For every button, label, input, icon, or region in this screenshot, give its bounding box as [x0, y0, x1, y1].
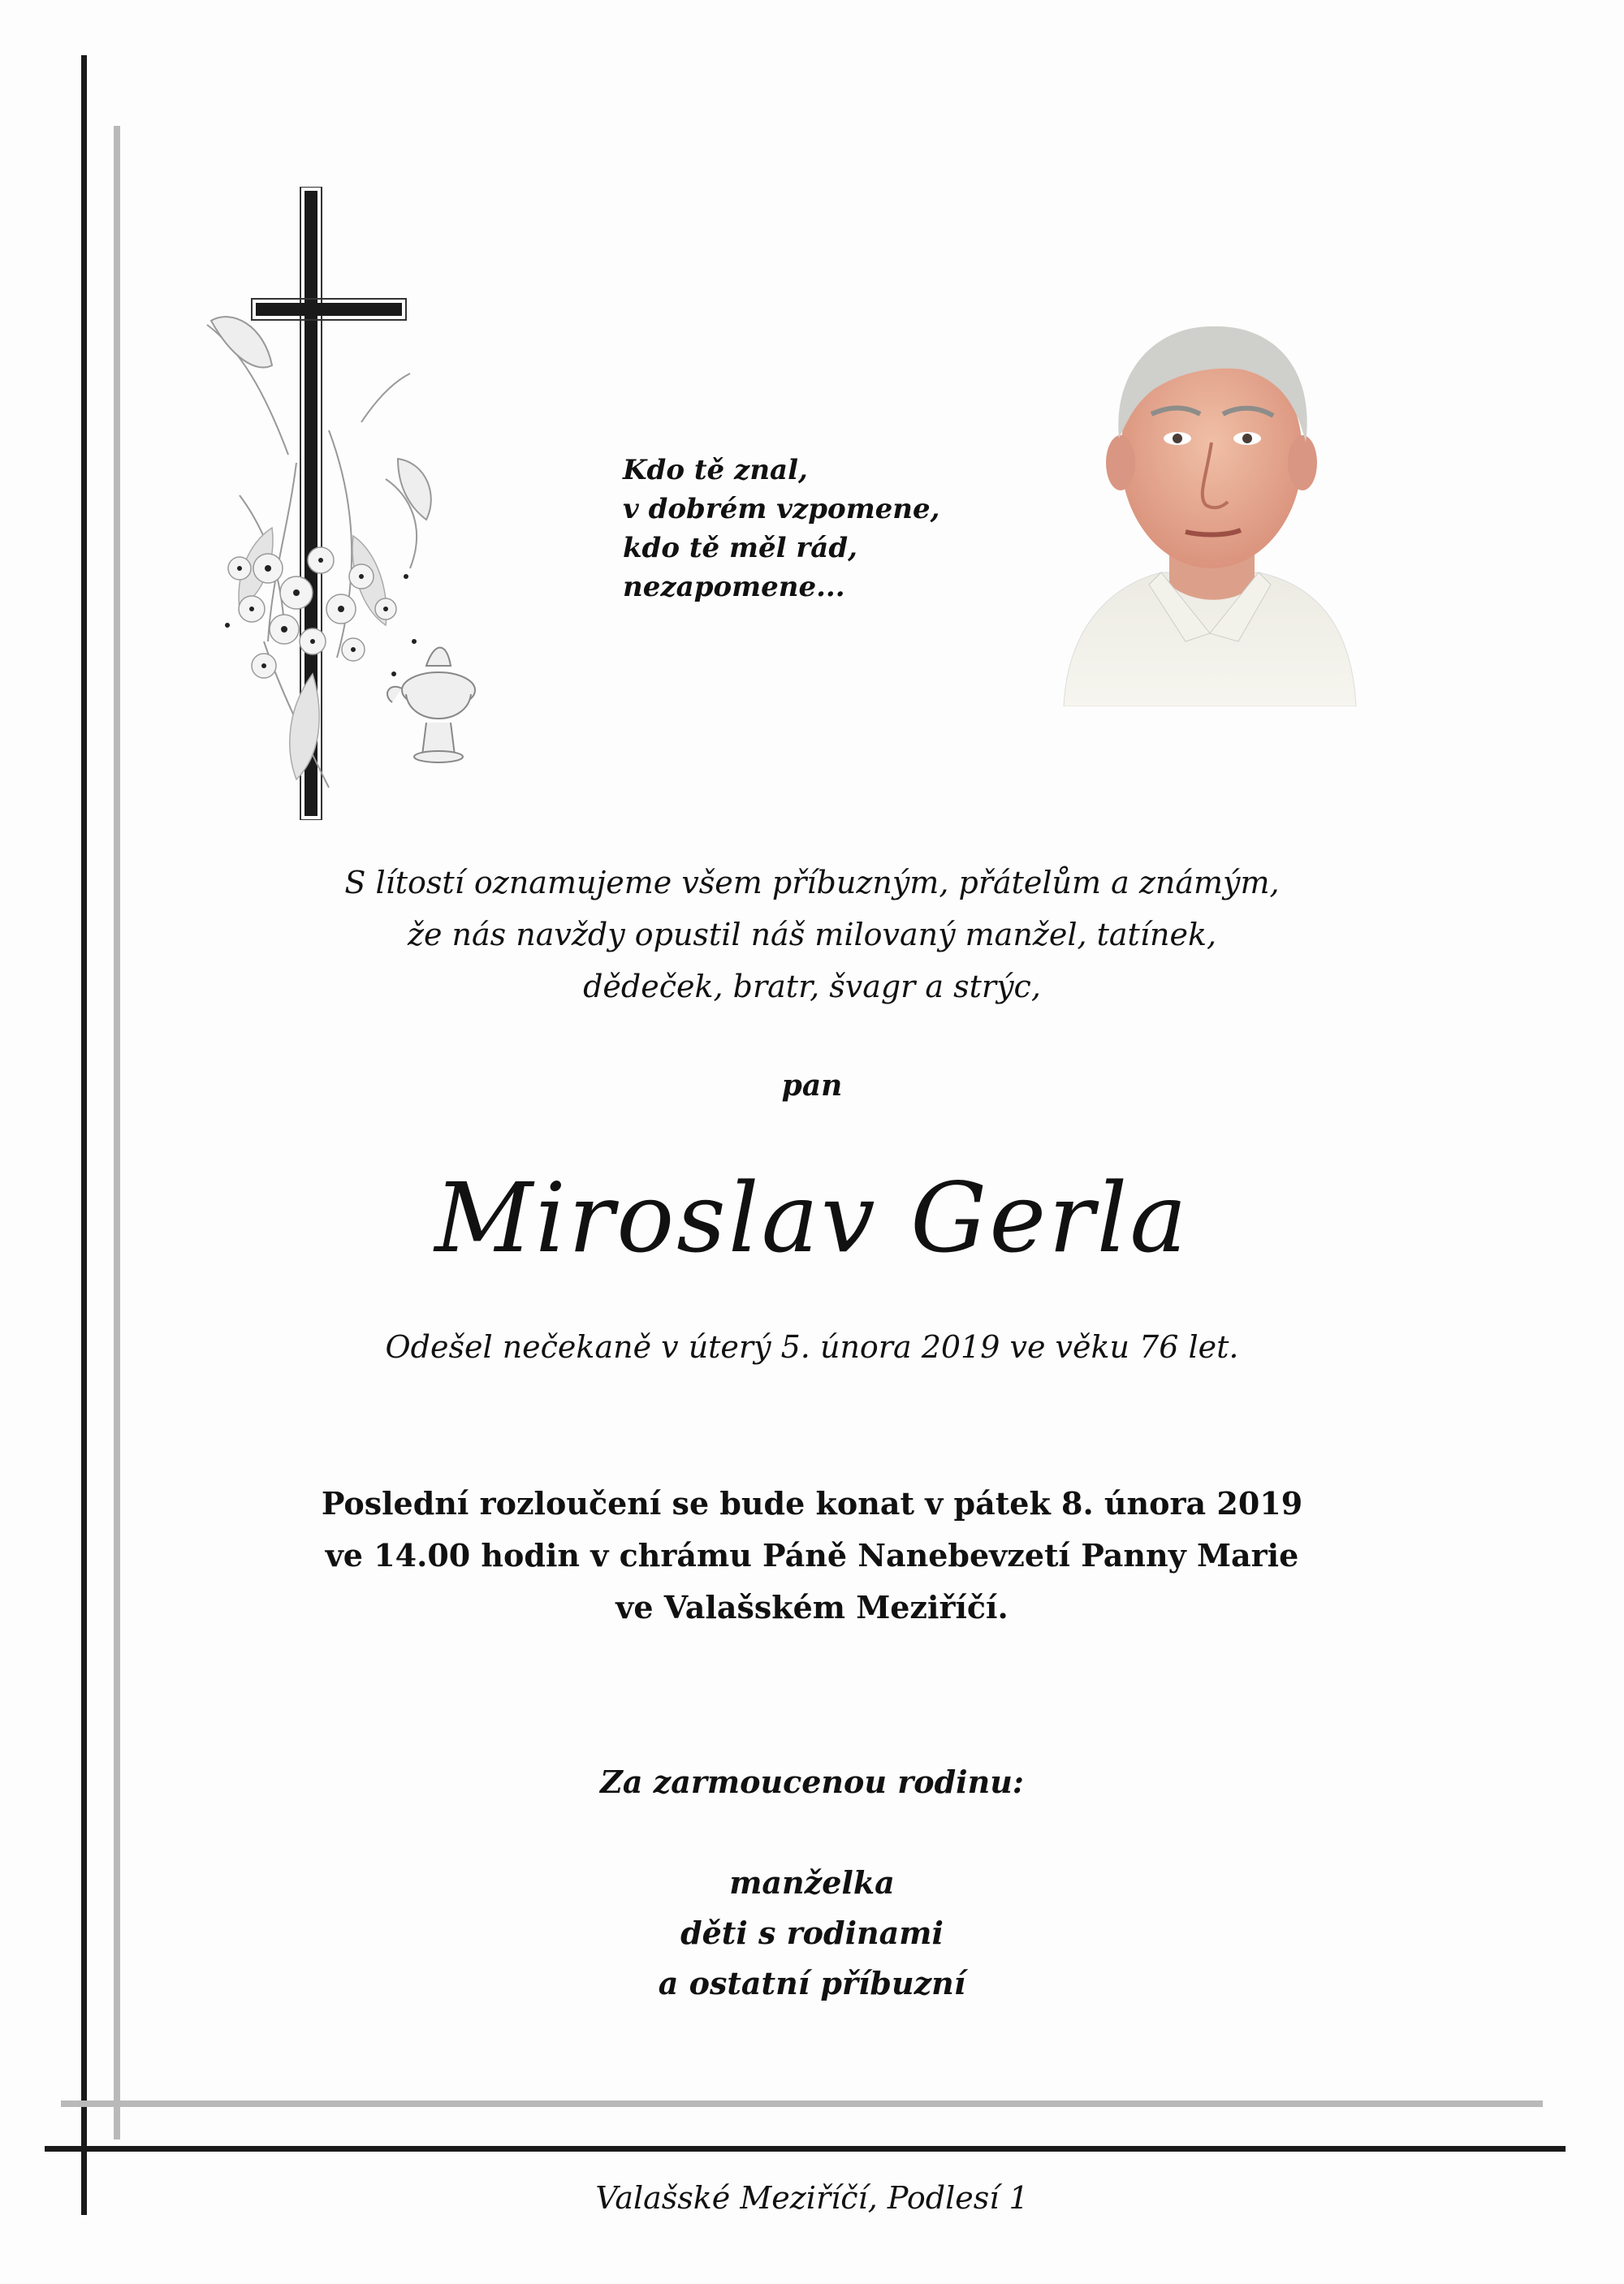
poem-line: v dobrém vzpomene, — [623, 493, 940, 525]
funeral-line: Poslední rozloučení se bude konat v pátek 8. února 2019 — [321, 1485, 1303, 1522]
funeral-line: ve Valašském Meziříčí. — [615, 1589, 1009, 1626]
announcement-line: S lítostí oznamujeme všem příbuzným, přátelům a známým, — [344, 865, 1280, 900]
portrait-photo — [1056, 292, 1364, 706]
announcement-line: že nás navždy opustil náš milovaný manžel, tatínek, — [407, 917, 1217, 952]
family-member: manželka — [729, 1864, 895, 1901]
announcement-text — [0, 857, 1624, 1012]
poem-line: Kdo tě znal, — [623, 454, 808, 486]
family-heading: Za zarmoucenou rodinu: — [600, 1764, 1024, 1800]
funeral-details — [0, 1478, 1624, 1634]
announcement-line: dědeček, bratr, švagr a strýc, — [583, 969, 1041, 1004]
bottom-border-dark-line — [45, 2146, 1566, 2152]
family-member: a ostatní příbuzní — [658, 1965, 966, 2001]
family-member: děti s rodinami — [680, 1915, 944, 1951]
memorial-poem — [623, 451, 996, 607]
family-list — [0, 1858, 1624, 2009]
funeral-line: ve 14.00 hodin v chrámu Páně Nanebevzetí Panny Marie — [325, 1537, 1299, 1574]
death-notice: Odešel nečekaně v úterý 5. února 2019 ve věku 76 let. — [385, 1329, 1239, 1365]
deceased-name: Miroslav Gerla — [434, 1162, 1190, 1274]
left-border-grey-line — [114, 126, 120, 2139]
poem-line: kdo tě měl rád, — [623, 532, 857, 564]
cross-with-flowers-icon — [191, 187, 499, 820]
salutation: pan — [781, 1069, 843, 1103]
bottom-border-grey-line — [61, 2101, 1543, 2107]
poem-line: nezapomene... — [623, 571, 845, 603]
address: Valašské Meziříčí, Podlesí 1 — [595, 2180, 1029, 2216]
